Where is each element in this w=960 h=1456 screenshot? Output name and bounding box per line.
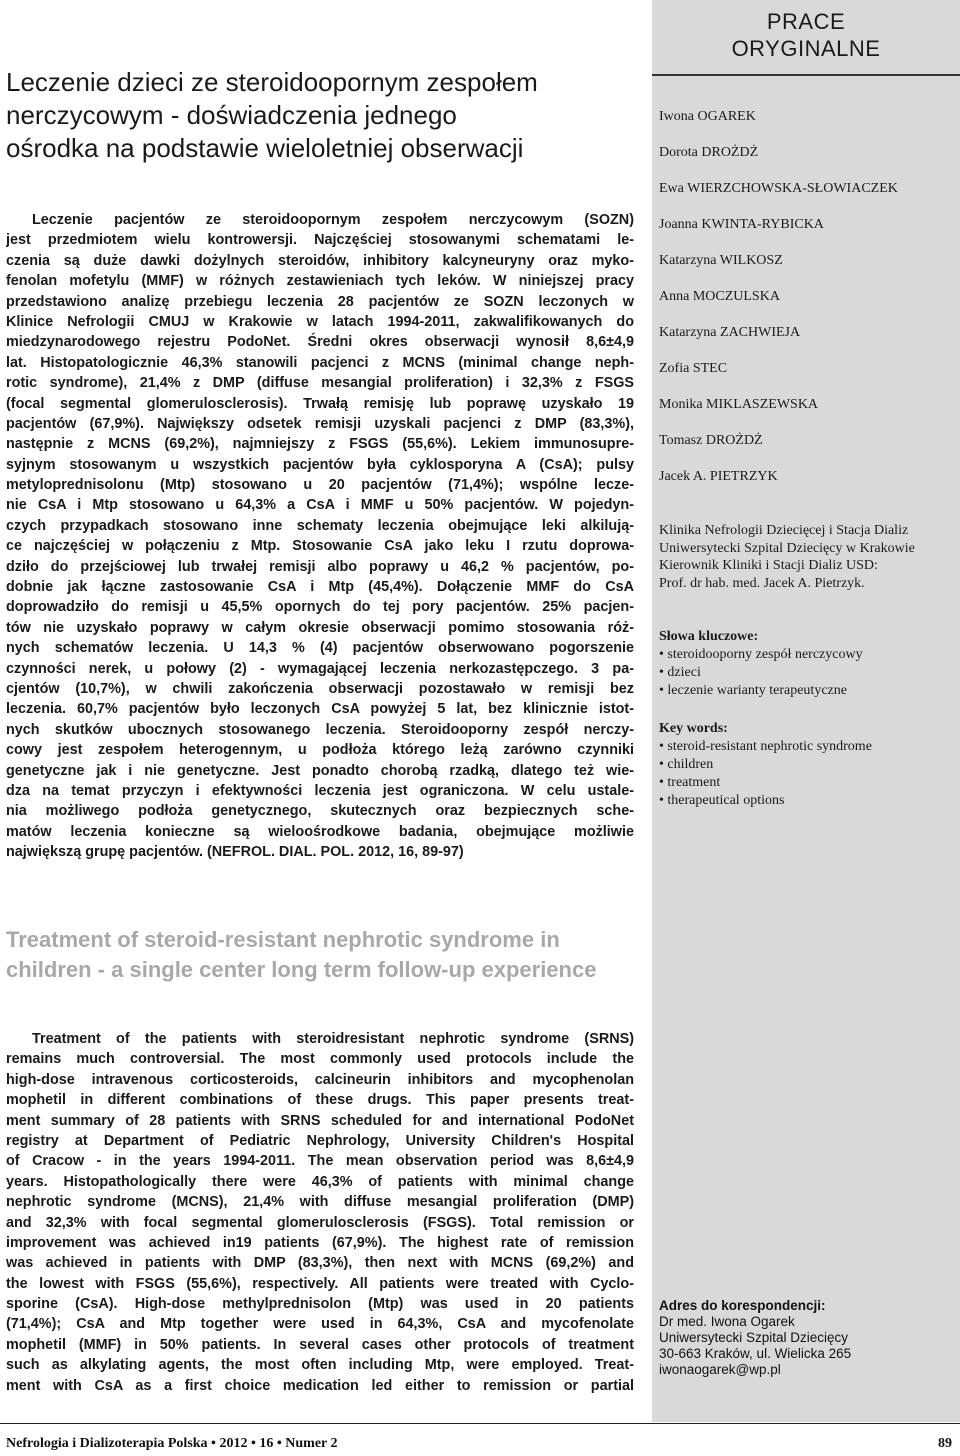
author-name: Zofia STEC [659, 361, 728, 376]
affiliation-line: Uniwersytecki Szpital Dziecięcy w Krakowie [659, 540, 915, 556]
abstract-line: was achieved in patients with DMP (83,3%), then next with MCNS (69,2%) and [6, 1255, 634, 1272]
correspondence-address [659, 1298, 954, 1378]
author-list [659, 108, 954, 504]
author-name: Jacek A. PIETRZYK [659, 469, 778, 484]
abstract-line: cowy jest zespołem heterogennym, u podłoża którego leżą zarówno czynniki [6, 742, 634, 759]
affiliation-line: Prof. dr hab. med. Jacek A. Pietrzyk. [659, 575, 865, 591]
abstract-line: lat. Histopatologicznie 46,3% stanowili pacjenci z MCNS (minimal change neph- [6, 354, 634, 371]
correspondence-line: iwonaogarek@wp.pl [659, 1362, 781, 1377]
abstract-line: high-dose intravenous corticosteroids, calcineurin inhibitors and mycophenolan [6, 1071, 634, 1088]
title-line: children - a single center long term follow-up experience [6, 957, 597, 982]
abstract-line: matów leczenia konieczne są wieloośrodkowe badania, obejmujące możliwie [6, 823, 634, 840]
abstract-line: miedzynarodowego rejestru PodoNet. Średni okres obserwacji wynosił 8,6±4,9 [6, 334, 634, 351]
keywords-list [659, 646, 954, 700]
author-name: Tomasz DROŻDŻ [659, 433, 763, 448]
article-title-polish [6, 66, 646, 165]
abstract-line: tów nie uzyskało poprawy w całym okresie obserwacji pomimo stosowania róż- [6, 619, 634, 636]
abstract-line: dobnie jak łączne zastosowanie CsA i Mtp (45,4%). Dołączenie MMF do CsA [6, 579, 634, 596]
abstract-line: nych skutków ubocznych stosowanego leczenia. Steroidooporny zespół nerczy- [6, 721, 634, 738]
keywords-polish [659, 628, 954, 700]
section-label-line: ORYGINALNE [731, 36, 881, 61]
keyword-item: • steroidooporny zespół nerczycowy [659, 646, 954, 664]
abstract-line: czenia są duże dawki dożylnych steroidów, inhibitory kalcyneuryny oraz myko- [6, 252, 634, 269]
abstract-line: genetyczne jak i nie genetyczne. Jest ponadto chorobą rzadką, dlatego też wie- [6, 762, 634, 779]
abstract-english [6, 1029, 634, 1396]
title-line: Leczenie dzieci ze steroidoopornym zespołem [6, 67, 538, 97]
abstract-line: nie CsA i Mtp stosowano u 64,3% a CsA i MMF u 50% pacjentów. W pojedyn- [6, 497, 634, 514]
abstract-line: ment summary of 28 patients with SRNS scheduled for and international PodoNet [6, 1112, 634, 1129]
title-line: Treatment of steroid-resistant nephrotic syndrome in [6, 927, 560, 952]
keyword-item: • therapeutical options [659, 792, 954, 810]
section-label-line: PRACE [766, 9, 846, 34]
abstract-line: years. Histopathologically there were 46,3% of patients with minimal change [6, 1173, 634, 1190]
abstract-line: (focal segmental glomerulosclerosis). Trwałą remisję lub poprawę uzyskało 19 [6, 395, 634, 412]
author-name: Katarzyna WILKOSZ [659, 253, 783, 268]
correspondence-line: Uniwersytecki Szpital Dziecięcy [659, 1330, 849, 1345]
section-label [652, 8, 960, 62]
author-name: Anna MOCZULSKA [659, 289, 780, 304]
footer-rule [0, 1423, 960, 1424]
affiliation-line: Kierownik Kliniki i Stacji Dializ USD: [659, 558, 878, 573]
keyword-item: • steroid-resistant nephrotic syndrome [659, 738, 954, 756]
abstract-line: (71,4%); CsA and Mtp together were used in 64,3%, CsA and mycofenolate [6, 1316, 634, 1333]
correspondence-line: 30-663 Kraków, ul. Wielicka 265 [659, 1346, 852, 1361]
abstract-line: of Cracow - in the years 1994-2011. The mean observation period was 8,6±4,9 [6, 1153, 634, 1170]
author-name: Joanna KWINTA-RYBICKA [659, 217, 824, 232]
abstract-line: the lowest with FSGS (55,6%), respectively. All patients were treated with Cyclo- [6, 1275, 634, 1292]
author-name: Iwona OGAREK [659, 109, 756, 124]
abstract-line: nych schematów leczenia. U 14,3 % (4) pacjentów obserwowano pogorszenie [6, 640, 634, 657]
abstract-line: and 32,3% with focal segmental glomerulosclerosis (FSGS). Total remission or [6, 1214, 634, 1231]
abstract-line: największą grupę pacjentów. (NEFROL. DIAL. POL. 2012, 16, 89-97) [6, 844, 464, 861]
abstract-line: czynności nerek, u połowy (2) - wymagającej leczenia nerkozastępczego. 3 pa- [6, 660, 634, 677]
abstract-line: przedstawiono analizę przebiegu leczenia 28 pacjentów ze SOZN leczonych w [6, 293, 634, 310]
abstract-polish [6, 210, 634, 863]
abstract-line: pacjentów (67,9%). Największy odsetek remisji uzyskali pacjenci z DMP (83,3%), [6, 415, 634, 432]
abstract-line: Treatment of the patients with steroidresistant nephrotic syndrome (SRNS) [32, 1031, 634, 1047]
keyword-item: • leczenie warianty terapeutyczne [659, 682, 954, 700]
abstract-line: jest przedmiotem wielu kontrowersji. Najczęściej stosowanymi schematami le- [6, 232, 634, 249]
abstract-line: ment with CsA as a first choice medication led either to remission or partial [6, 1377, 634, 1394]
abstract-line: mophetil (MMF) in 50% patients. In several cases other protocols of treatment [6, 1336, 634, 1353]
abstract-line: Leczenie pacjentów ze steroidoopornym zespołem nerczycowym (SOZN) [32, 212, 634, 228]
abstract-line: Klinice Nefrologii CMUJ w Krakowie w latach 1994-2011, zakwalifikowanych do [6, 313, 634, 330]
journal-footer: Nefrologia i Dializoterapia Polska • 2012 • 16 • Numer 2 [6, 1436, 338, 1451]
abstract-line: improvement was achieved in19 patients (67,9%). The highest rate of remission [6, 1234, 634, 1251]
abstract-line: doprowadziło do remisji u 45,5% opornych do tej pory pacjentów. 25% pacjen- [6, 599, 634, 616]
keyword-item: • children [659, 756, 954, 774]
correspondence-heading: Adres do korespondencji: [659, 1298, 826, 1313]
abstract-line: nephrotic syndrome (MCNS), 21,4% with diffuse mesangial proliferation (DMP) [6, 1194, 634, 1211]
title-line: ośrodka na podstawie wieloletniej obserwacji [6, 133, 524, 163]
correspondence-line: Dr med. Iwona Ogarek [659, 1314, 795, 1329]
section-divider [652, 74, 960, 76]
keyword-item: • dzieci [659, 664, 954, 682]
abstract-line: rotic syndrome), 21,4% z DMP (diffuse mesangial proliferation) i 32,3% z FSGS [6, 375, 634, 392]
page-number: 89 [938, 1436, 952, 1451]
keyword-item: • treatment [659, 774, 954, 792]
author-name: Dorota DROŻDŻ [659, 145, 759, 160]
keywords-list [659, 738, 954, 810]
keywords-english [659, 720, 954, 810]
abstract-line: mophetil in different combinations of these drugs. This paper presents treat- [6, 1092, 634, 1109]
keywords-heading: Słowa kluczowe: [659, 629, 759, 644]
abstract-line: such as alkylating agents, the most often including Mtp, were employed. Treat- [6, 1357, 634, 1374]
abstract-line: metyloprednisolonu (Mtp) stosowano u 20 pacjentów (71,4%); wspólne lecze- [6, 477, 634, 494]
abstract-line: remains much controversial. The most commonly used protocols include the [6, 1051, 634, 1068]
abstract-line: leczenia. 60,7% pacjentów było leczonych CsA powyżej 5 lat, bez klinicznie istot- [6, 701, 634, 718]
author-name: Ewa WIERZCHOWSKA-SŁOWIACZEK [659, 181, 898, 196]
abstract-line: sporine (CsA). High-dose methylprednisolon (Mtp) was used in 20 patients [6, 1296, 634, 1313]
affiliation [659, 522, 954, 592]
abstract-line: dza na temat przyczyn i efektywności leczenia jest ograniczona. W celu ustale- [6, 782, 634, 799]
abstract-line: registry at Department of Pediatric Nephrology, University Children's Hospital [6, 1132, 634, 1149]
keywords-heading: Key words: [659, 721, 728, 736]
affiliation-line: Klinika Nefrologii Dziecięcej i Stacja Dializ [659, 523, 909, 538]
abstract-line: fenolan mofetylu (MMF) w różnych zestawieniach tych leków. W niniejszej pracy [6, 273, 634, 290]
abstract-line: syjnym stosowanym u wszystkich pacjentów była cyklosporyna A (CsA); pulsy [6, 456, 634, 473]
abstract-line: następnie z MCNS (69,2%), najmniejszy z FSGS (55,6%). Lekiem immunosupre- [6, 436, 634, 453]
abstract-line: ce najczęściej w połączeniu z Mtp. Stosowanie CsA jako leku I rzutu doprowa- [6, 538, 634, 555]
abstract-line: nia możliwego podłoża genetycznego, skutecznych oraz bezpiecznych sche- [6, 803, 634, 820]
author-name: Monika MIKLASZEWSKA [659, 397, 819, 412]
article-title-english [6, 925, 646, 985]
author-name: Katarzyna ZACHWIEJA [659, 325, 801, 340]
abstract-line: cjentów (10,7%), w chwili zakończenia obserwacji pozostawało w remisji bez [6, 680, 634, 697]
abstract-line: dziło do przejściowej lub trwałej remisji albo poprawy u 46,2 % pacjentów, po- [6, 558, 634, 575]
abstract-line: czych przypadkach stosowano inne schematy leczenia obejmujące leki alkilują- [6, 517, 634, 534]
title-line: nerczycowym - doświadczenia jednego [6, 100, 457, 130]
